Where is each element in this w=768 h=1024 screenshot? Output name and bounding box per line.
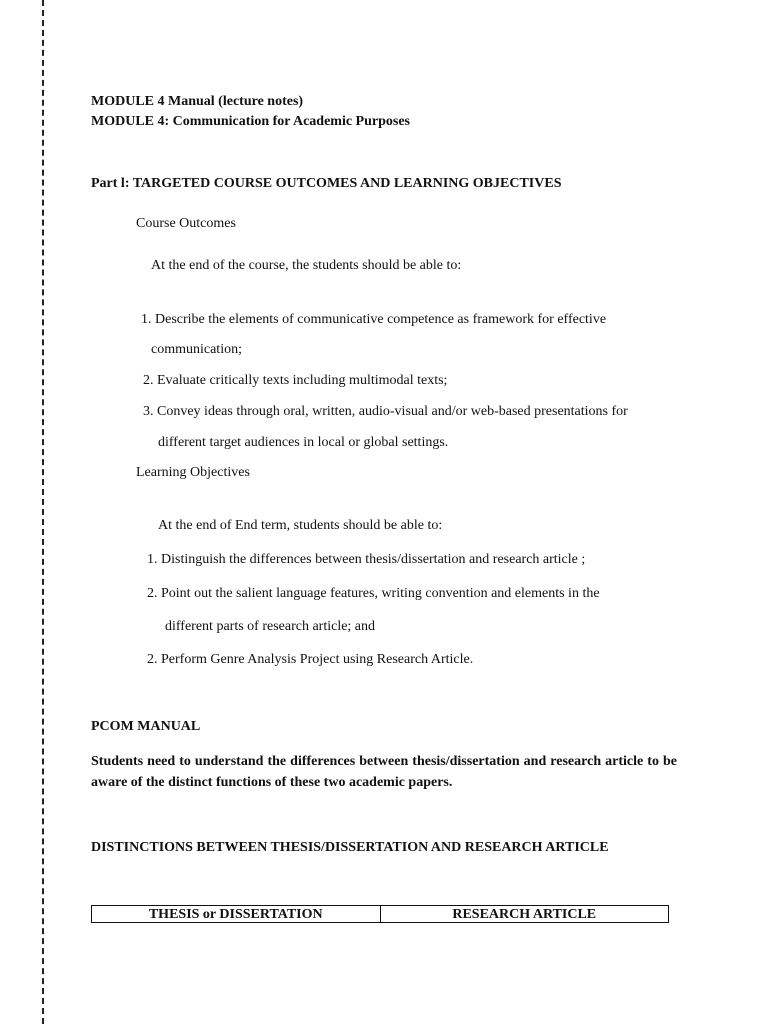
course-outcomes-intro: At the end of the course, the students should be able to: xyxy=(151,258,462,273)
objective-item-2-cont: different parts of research article; and xyxy=(165,619,376,634)
outcome-item-2: 2. Evaluate critically texts including multimodal texts; xyxy=(143,373,448,388)
outcome-item-1: 1. Describe the elements of communicative competence as framework for effective xyxy=(141,312,607,327)
course-outcomes-heading: Course Outcomes xyxy=(136,216,236,231)
outcome-item-3-cont: different target audiences in local or global settings. xyxy=(158,435,449,450)
margin-cut-line xyxy=(42,0,44,1024)
objective-item-2: 2. Point out the salient language features, writing convention and elements in the xyxy=(147,586,600,601)
objective-item-3: 2. Perform Genre Analysis Project using Research Article. xyxy=(147,652,474,667)
outcome-item-1-cont: communication; xyxy=(151,342,242,357)
module-manual-title: MODULE 4 Manual (lecture notes) xyxy=(91,94,304,109)
objective-item-1: 1. Distinguish the differences between thesis/dissertation and research article ; xyxy=(147,552,586,567)
module-subtitle: MODULE 4: Communication for Academic Purposes xyxy=(91,114,410,129)
learning-objectives-heading: Learning Objectives xyxy=(136,465,250,480)
learning-objectives-intro: At the end of End term, students should be able to: xyxy=(158,518,443,533)
pcom-paragraph: Students need to understand the differences between thesis/dissertation and research article to be aware of the distinct functions of these two academic papers. xyxy=(91,754,677,790)
part1-heading: Part l: TARGETED COURSE OUTCOMES AND LEARNING OBJECTIVES xyxy=(91,176,562,191)
outcome-item-3: 3. Convey ideas through oral, written, audio-visual and/or web-based presentations for xyxy=(143,404,628,419)
distinctions-heading: DISTINCTIONS BETWEEN THESIS/DISSERTATION AND RESEARCH ARTICLE xyxy=(91,840,609,855)
pcom-manual-heading: PCOM MANUAL xyxy=(91,719,201,734)
table-header-research-article: RESEARCH ARTICLE xyxy=(380,906,669,922)
distinctions-table xyxy=(91,905,669,923)
table-header-thesis: THESIS or DISSERTATION xyxy=(148,907,323,922)
